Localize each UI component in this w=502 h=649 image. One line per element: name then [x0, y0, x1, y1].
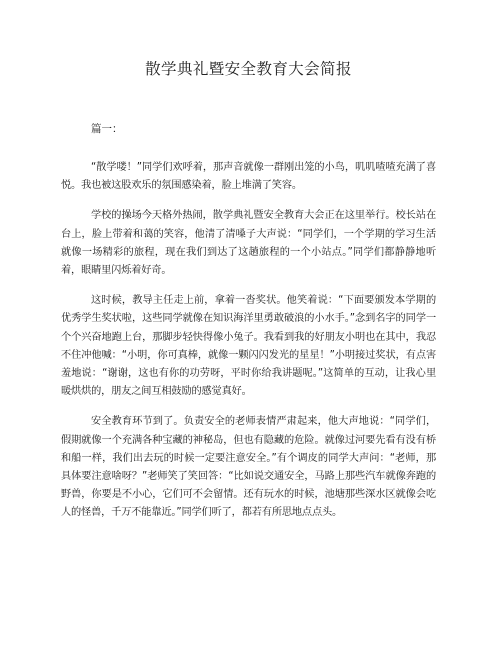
- paragraph-3: 这时候，教导主任走上前，拿着一沓奖状。他笑着说：“下面要颁发本学期的优秀学生奖状啦，这些同学就像在知识海洋里勇敢破浪的小水手。”念到名字的同学一个个兴奋地跑上台，那脚步轻快得像小兔子。我看到我的好朋友小明也在其中，我忍不住冲他喊：“小明，你可真棒，就像一颗闪闪发光的星星！”小明接过奖状，有点害羞地说：“谢谢，这也有你的功劳呀，平时你给我讲题呢。”这简单的互动，让我心里暖烘烘的，朋友之间互相鼓励的感觉真好。: [61, 295, 436, 398]
- document-title: 散学典礼暨安全教育大会简报: [145, 60, 352, 78]
- section-label: 篇一：: [91, 123, 123, 135]
- paragraph-2: 学校的操场今天格外热闹，散学典礼暨安全教育大会正在这里举行。校长站在台上，脸上带着和蔼的笑容，他清了清嗓子大声说：“同学们，一个学期的学习生活就像一场精彩的旅程，现在我们到达了这趟旅程的一个小站点。”同学们都静静地听着，眼睛里闪烁着好奇。: [61, 210, 436, 277]
- paragraph-1: “散学喽！”同学们欢呼着，那声音就像一群刚出笼的小鸟，叽叽喳喳充满了喜悦。我也被这股欢乐的氛围感染着，脸上堆满了笑容。: [61, 162, 436, 192]
- paragraph-4: 安全教育环节到了。负责安全的老师表情严肃起来，他大声地说：“同学们，假期就像一个充满各种宝藏的神秘岛，但也有隐藏的危险。就像过河要先看有没有桥和船一样，我们出去玩的时候一定要注意安全。”有个调皮的同学大声问：“老师，那具体要注意啥呀？”老师笑了笑回答：“比如说交通安全，马路上那些汽车就像奔跑的野兽，你要是不小心，它们可不会留情。还有玩水的时候，池塘那些深水区就像会吃人的怪兽，千万不能靠近。”同学们听了，都若有所思地点点头。: [61, 416, 436, 519]
